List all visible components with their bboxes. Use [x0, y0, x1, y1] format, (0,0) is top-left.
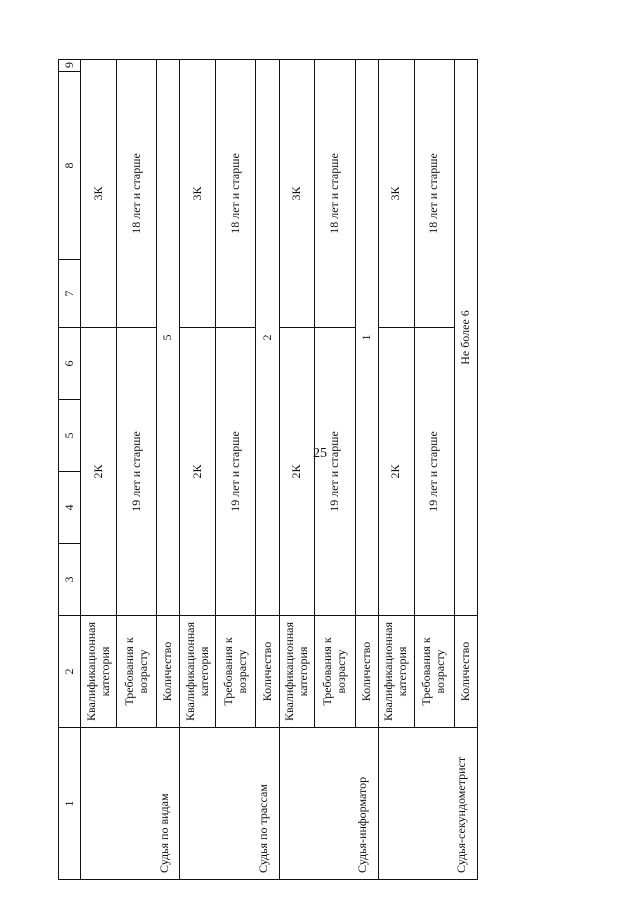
age-value-cell: 18 лет и старше	[315, 60, 355, 328]
table-row	[81, 60, 117, 880]
header-row	[59, 60, 81, 880]
row-label: Требования к возрасту	[315, 616, 355, 728]
count-value-cell: Не более 6	[454, 60, 477, 616]
row-label: Количество	[355, 616, 378, 728]
header-col-3: 3	[59, 544, 81, 616]
judges-requirements-table	[58, 59, 478, 880]
header-col-1: 1	[59, 728, 81, 880]
age-value-cell: 19 лет и старше	[315, 328, 355, 616]
row-label: Требования к возрасту	[216, 616, 256, 728]
row-label: Квалификационная категория	[180, 616, 216, 728]
table-row	[279, 60, 315, 880]
header-col-9: 9	[59, 60, 81, 72]
header-col-7: 7	[59, 260, 81, 328]
category-value-cell: 3К	[378, 60, 414, 328]
header-col-6: 6	[59, 328, 81, 400]
category-value-cell: 2К	[279, 328, 315, 616]
count-value-cell: 5	[157, 60, 180, 616]
row-label: Количество	[454, 616, 477, 728]
judge-role-cell: Судья-секундометрист	[378, 728, 477, 880]
age-value-cell: 19 лет и старше	[216, 328, 256, 616]
table-row	[180, 60, 216, 880]
category-value-cell: 3К	[81, 60, 117, 328]
judge-role-cell: Судья по видам	[81, 728, 180, 880]
row-label: Количество	[256, 616, 279, 728]
age-value-cell: 18 лет и старше	[117, 60, 157, 328]
rotated-table-wrapper	[58, 60, 478, 880]
age-value-cell: 18 лет и старше	[216, 60, 256, 328]
row-label: Квалификационная категория	[378, 616, 414, 728]
age-value-cell: 19 лет и старше	[117, 328, 157, 616]
header-col-4: 4	[59, 472, 81, 544]
row-label: Количество	[157, 616, 180, 728]
age-value-cell: 18 лет и старше	[414, 60, 454, 328]
age-value-cell: 19 лет и старше	[414, 328, 454, 616]
judge-role-cell: Судья по трассам	[180, 728, 279, 880]
category-value-cell: 2К	[180, 328, 216, 616]
page-number: 25	[313, 446, 327, 461]
row-label: Требования к возрасту	[414, 616, 454, 728]
header-col-5: 5	[59, 400, 81, 472]
row-label: Требования к возрасту	[117, 616, 157, 728]
category-value-cell: 2К	[378, 328, 414, 616]
row-label: Квалификационная категория	[279, 616, 315, 728]
table-row	[378, 60, 414, 880]
category-value-cell: 3К	[279, 60, 315, 328]
header-col-8: 8	[59, 72, 81, 260]
count-value-cell: 2	[256, 60, 279, 616]
category-value-cell: 2К	[81, 328, 117, 616]
row-label: Квалификационная категория	[81, 616, 117, 728]
count-value-cell: 1	[355, 60, 378, 616]
header-col-2: 2	[59, 616, 81, 728]
judge-role-cell: Судья-информатор	[279, 728, 378, 880]
category-value-cell: 3К	[180, 60, 216, 328]
